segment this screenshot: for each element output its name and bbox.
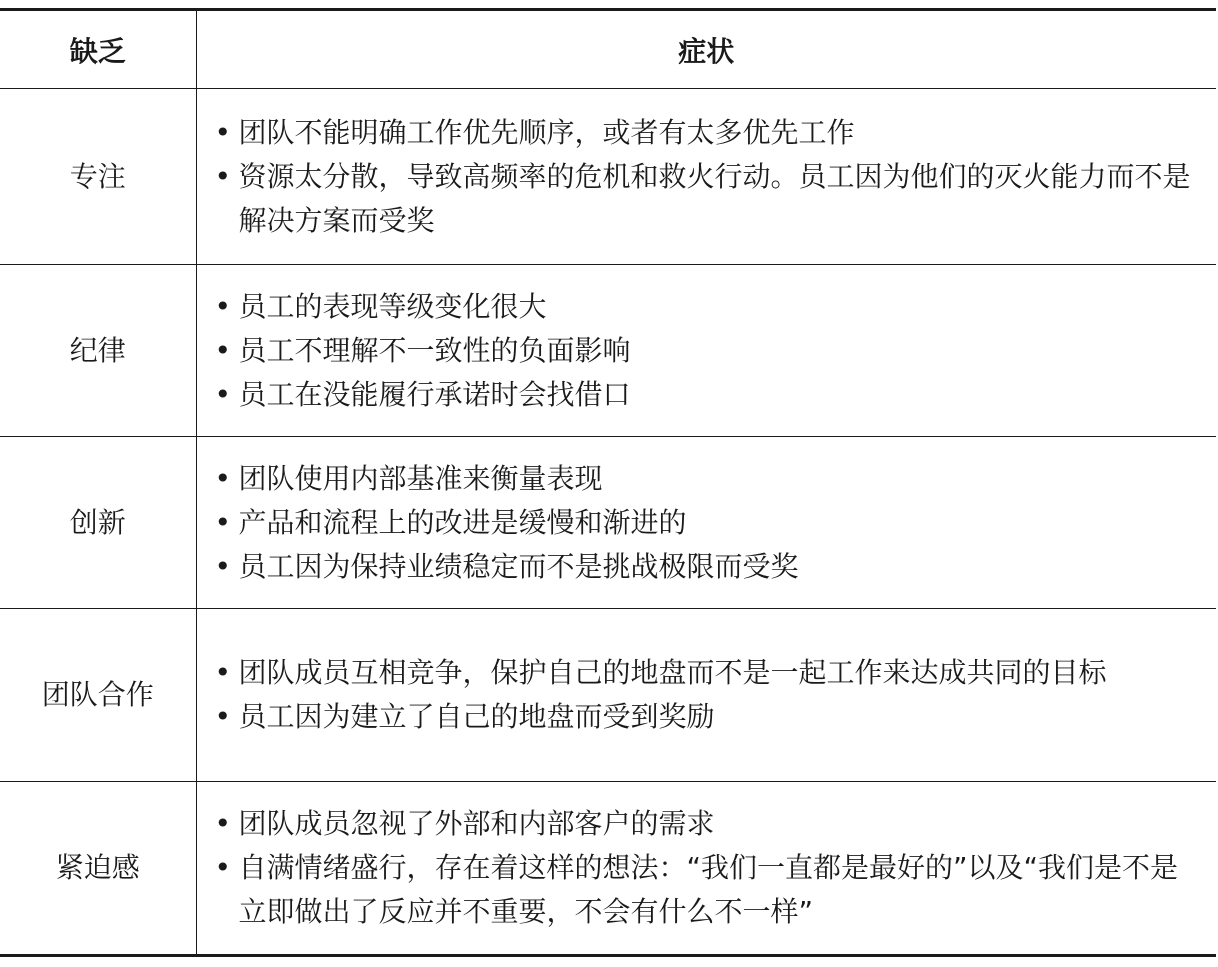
table-row-teamwork [0,609,1216,782]
table-row-discipline [0,265,1216,437]
symptom-list [213,457,1207,589]
header-symptoms: 症状 [196,10,1216,89]
symptom-item: • 团队成员忽视了外部和内部客户的需求 [213,802,1207,846]
symptom-item: • 员工不理解不一致性的负面影响 [213,329,1207,373]
row-label: 纪律 [0,265,196,437]
symptom-list [213,111,1207,243]
symptom-item: • 员工因为建立了自己的地盘而受到奖励 [213,695,1207,739]
header-deficiency: 缺乏 [0,10,196,89]
row-label: 团队合作 [0,609,196,782]
symptom-item: • 团队使用内部基准来衡量表现 [213,457,1207,501]
symptom-item: • 资源太分散，导致高频率的危机和救火行动。员工因为他们的灭火能力而不是解决方案而受奖 [213,155,1207,243]
symptoms-table-container [0,8,1216,957]
row-label: 创新 [0,437,196,609]
symptom-item: • 团队成员互相竞争，保护自己的地盘而不是一起工作来达成共同的目标 [213,651,1207,695]
symptom-item: • 员工的表现等级变化很大 [213,285,1207,329]
symptom-item: • 员工因为保持业绩稳定而不是挑战极限而受奖 [213,545,1207,589]
symptom-item: • 产品和流程上的改进是缓慢和渐进的 [213,501,1207,545]
row-symptoms [196,609,1216,782]
table-header-row [0,10,1216,89]
symptom-item: • 员工在没能履行承诺时会找借口 [213,373,1207,417]
table-row-urgency [0,782,1216,956]
row-label: 专注 [0,89,196,265]
symptom-item: • 自满情绪盛行，存在着这样的想法：“我们一直都是最好的”以及“我们是不是立即做出了反应并不重要，不会有什么不一样” [213,846,1207,934]
symptom-item: • 团队不能明确工作优先顺序，或者有太多优先工作 [213,111,1207,155]
symptoms-table [0,8,1216,957]
symptom-list [213,651,1207,739]
table-row-focus [0,89,1216,265]
row-symptoms [196,89,1216,265]
row-symptoms [196,437,1216,609]
table-row-innovation [0,437,1216,609]
row-symptoms [196,265,1216,437]
symptom-list [213,802,1207,934]
symptom-list [213,285,1207,417]
row-label: 紧迫感 [0,782,196,956]
row-symptoms [196,782,1216,956]
